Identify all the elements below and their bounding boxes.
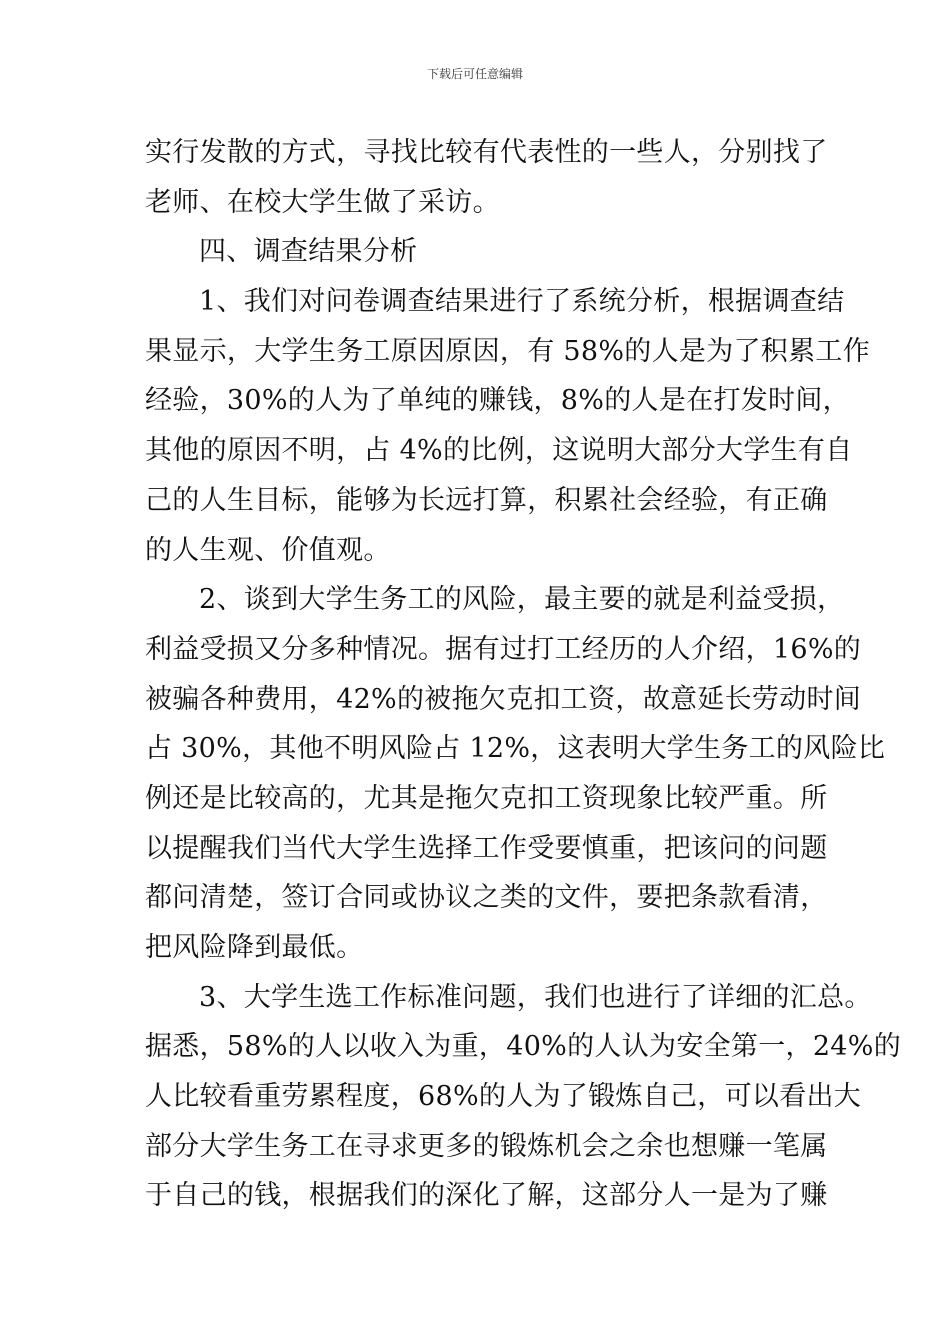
- text-line: 实行发散的方式，寻找比较有代表性的一些人，分别找了: [145, 137, 828, 168]
- text-line: 老师、在校大学生做了采访。: [145, 186, 500, 218]
- text-line: 其他的原因不明，占 4%的比例，这说明大部分大学生有自: [145, 435, 853, 467]
- text-line: 被骗各种费用，42%的被拖欠克扣工资，故意延长劳动时间: [145, 683, 862, 715]
- text-line: 据悉，58%的人以收入为重，40%的人认为安全第一，24%的: [145, 1031, 902, 1063]
- paragraph-start: 1、我们对问卷调查结果进行了系统分析，根据调查结: [199, 286, 845, 318]
- section-heading: 四、调查结果分析: [199, 236, 418, 268]
- text-line: 把风险降到最低。: [145, 932, 364, 963]
- text-line: 的人生观、价值观。: [145, 534, 391, 566]
- text-line: 以提醒我们当代大学生选择工作受要慎重，把该问的问题: [145, 832, 828, 864]
- document-body: [145, 128, 902, 1221]
- text-line: 人比较看重劳累程度，68%的人为了锻炼自己，可以看出大: [145, 1081, 862, 1113]
- text-line: 部分大学生务工在寻求更多的锻炼机会之余也想赚一笔属: [145, 1130, 828, 1162]
- text-line: 果显示，大学生务工原因原因，有 58%的人是为了积累工作: [145, 335, 870, 367]
- text-line: 占 30%，其他不明风险占 12%，这表明大学生务工的风险比: [145, 733, 886, 765]
- text-line: 利益受损又分多种情况。据有过打工经历的人介绍，16%的: [145, 633, 862, 665]
- text-line: 于自己的钱，根据我们的深化了解，这部分人一是为了赚: [145, 1180, 828, 1212]
- text-line: 例还是比较高的，尤其是拖欠克扣工资现象比较严重。所: [145, 782, 828, 814]
- page-header-note: 下载后可任意编辑: [426, 67, 523, 81]
- paragraph-start: 3、大学生选工作标准问题，我们也进行了详细的汇总。: [199, 981, 872, 1013]
- text-line: 己的人生目标，能够为长远打算，积累社会经验，有正确: [145, 484, 828, 516]
- paragraph-start: 2、谈到大学生务工的风险，最主要的就是利益受损，: [199, 584, 845, 616]
- text-line: 经验，30%的人为了单纯的赚钱，8%的人是在打发时间，: [145, 385, 850, 417]
- text-line: 都问清楚，签订合同或协议之类的文件，要把条款看清，: [145, 882, 828, 914]
